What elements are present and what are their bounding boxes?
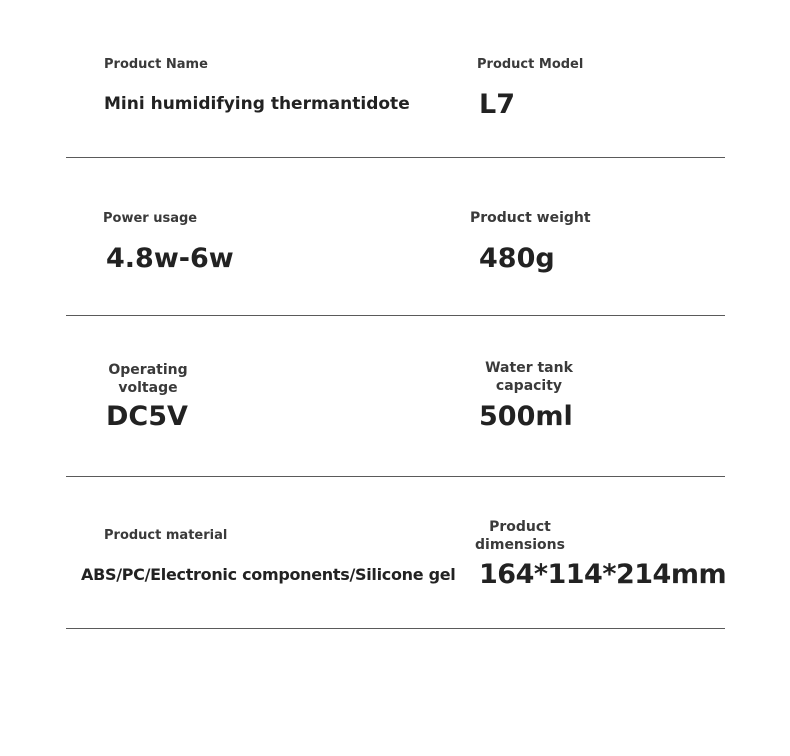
product-dimensions-label-line1: Product: [489, 519, 551, 535]
row-divider: [66, 476, 725, 477]
water-tank-capacity-label-line1: Water tank: [485, 360, 573, 376]
product-dimensions-value: 164*114*214mm: [479, 559, 727, 590]
water-tank-capacity-label: [474, 359, 584, 395]
operating-voltage-label-line1: Operating: [108, 362, 188, 378]
product-model-label: Product Model: [477, 57, 584, 72]
product-name-label: Product Name: [104, 57, 208, 72]
product-model-value: L7: [479, 89, 515, 120]
row-divider: [66, 315, 725, 316]
product-name-value: Mini humidifying thermantidote: [104, 94, 410, 114]
power-usage-value: 4.8w-6w: [106, 243, 234, 274]
water-tank-capacity-label-line2: capacity: [495, 378, 563, 394]
product-dimensions-label: [470, 518, 570, 554]
water-tank-capacity-value: 500ml: [479, 401, 573, 432]
product-material-value: ABS/PC/Electronic components/Silicone gel: [81, 565, 456, 584]
product-weight-value: 480g: [479, 243, 555, 274]
product-material-label: Product material: [104, 528, 228, 543]
product-weight-label: Product weight: [470, 210, 591, 226]
row-divider: [66, 628, 725, 629]
row-divider: [66, 157, 725, 158]
product-dimensions-label-line2: dimensions: [475, 537, 565, 553]
power-usage-label: Power usage: [103, 211, 198, 226]
operating-voltage-label: [98, 361, 198, 397]
operating-voltage-value: DC5V: [106, 401, 188, 432]
operating-voltage-label-line2: voltage: [118, 380, 178, 396]
